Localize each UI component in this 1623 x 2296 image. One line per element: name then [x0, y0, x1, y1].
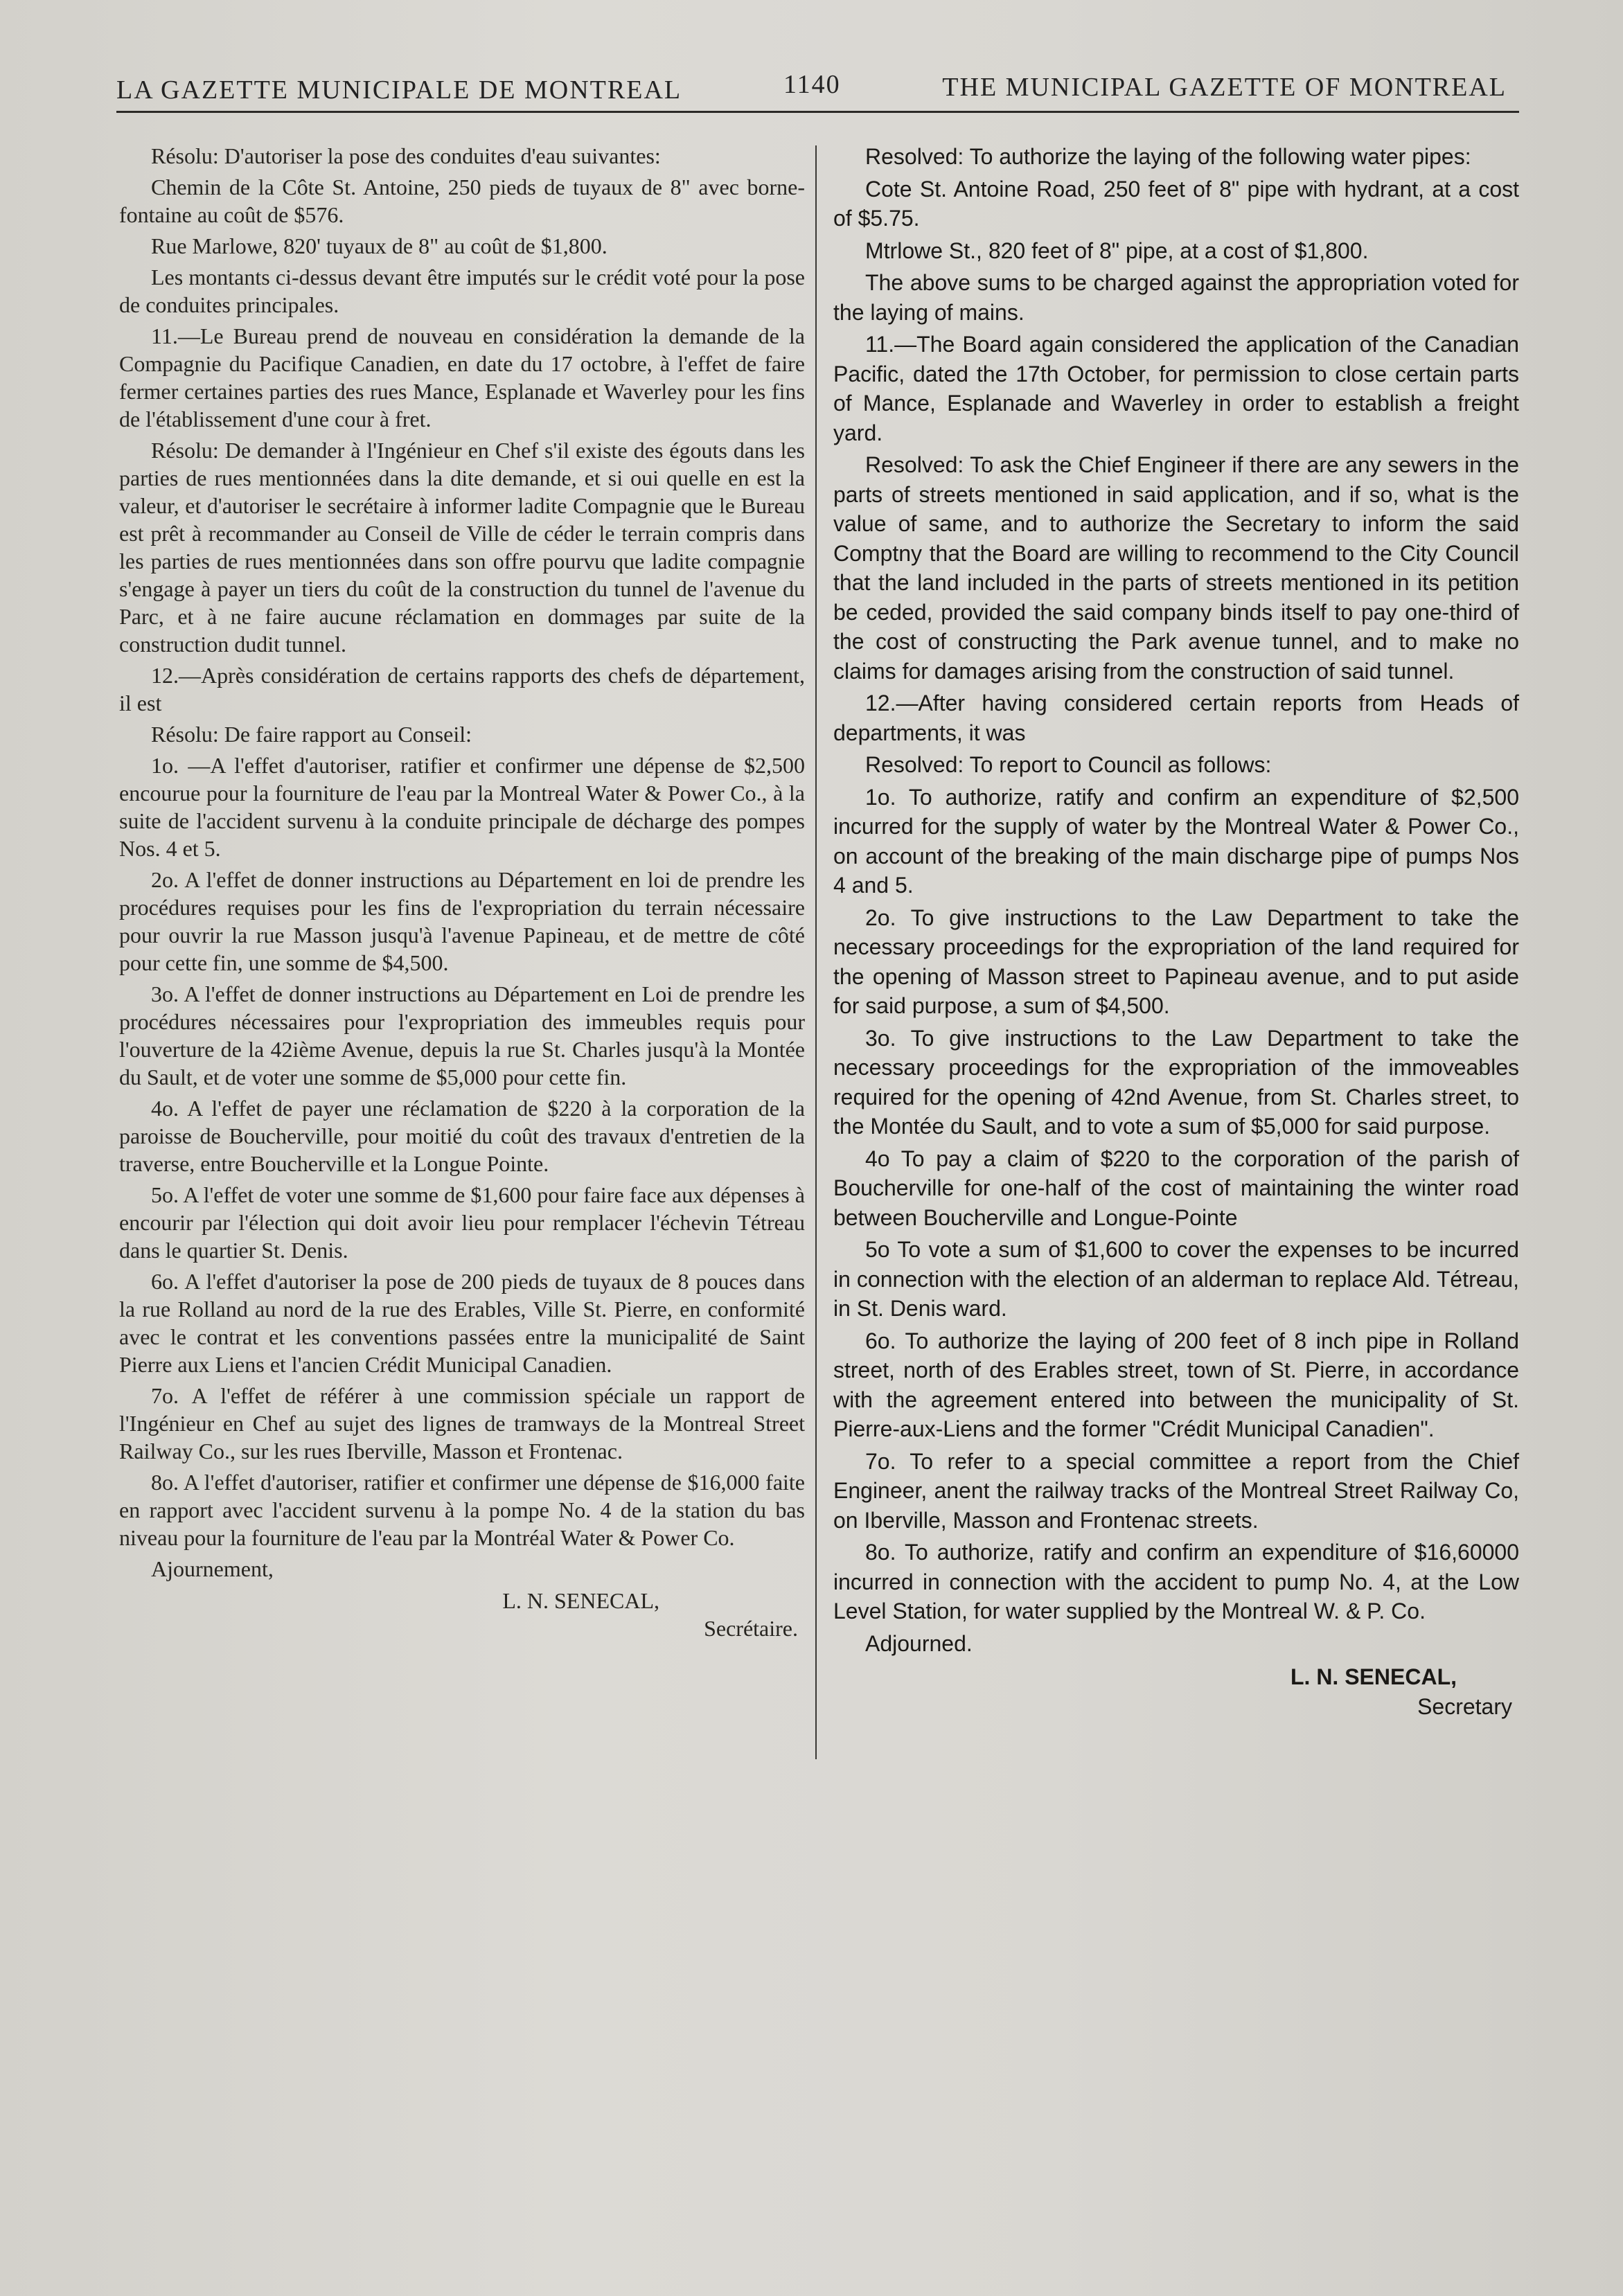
english-signature [833, 1662, 1512, 1721]
french-paragraph: Les montants ci-dessus devant être imputés sur le crédit voté pour la pose de conduites principales. [119, 265, 805, 317]
french-paragraph: 4o. A l'effet de payer une réclamation de $220 à la corporation de la paroisse de Boucherville, pour moitié du coût des travaux d'entretien de la traverse, entre Boucherville et la Longue Pointe. [119, 1096, 805, 1176]
french-paragraph: Chemin de la Côte St. Antoine, 250 pieds de tuyaux de 8" avec borne-fontaine au coût de $576. [119, 175, 805, 227]
french-paragraph: Rue Marlowe, 820' tuyaux de 8" au coût de $1,800. [151, 233, 607, 258]
english-paragraph: 8o. To authorize, ratify and confirm an expenditure of $16,60000 incurred in connection with the accident to pump No. 4, at the Low Level Station, for water supplied by the Montreal W. & P. Co. [833, 1540, 1519, 1623]
french-signature-name: L. N. SENECAL, [502, 1588, 659, 1613]
french-paragraph: 2o. A l'effet de donner instructions au Département en loi de prendre les procédures requises pour les fins de l'expropriation du terrain nécessaire pour ouvrir la rue Masson jusqu'à l'avenue Papineau, et de mettre de côté pour cette fin, une somme de $4,500. [119, 867, 805, 975]
french-paragraph: 8o. A l'effet d'autoriser, ratifier et confirmer une dépense de $16,000 faite en rapport avec l'accident survenu à la pompe No. 4 de la station du bas niveau pour la fourniture de l'eau par la Montréal Water & Power Co. [119, 1470, 805, 1550]
english-paragraph: 5o To vote a sum of $1,600 to cover the expenses to be incurred in connection with the election of an alderman to replace Ald. Tétreau, in St. Denis ward. [833, 1237, 1519, 1321]
english-signature-title: Secretary [1417, 1693, 1512, 1719]
page-header [116, 61, 1507, 109]
english-paragraph: Mtrlowe St., 820 feet of 8" pipe, at a cost of $1,800. [865, 238, 1369, 263]
french-adjourned: Ajournement, [151, 1556, 274, 1581]
english-paragraph: 4o To pay a claim of $220 to the corporation of the parish of Boucherville for one-half of the cost of maintaining the winter road between Boucherville and Longue-Pointe [833, 1146, 1519, 1230]
english-paragraph: 12.—After having considered certain reports from Heads of departments, it was [833, 691, 1519, 745]
french-paragraph: 12.—Après considération de certains rapports des chefs de département, il est [119, 663, 805, 715]
french-paragraph: 6o. A l'effet d'autoriser la pose de 200 pieds de tuyaux de 8 pouces dans la rue Rolland au nord de la rue des Erables, Ville St. Pierre, en conformité avec le contrat et les conventions passées entre la municipalité de Saint Pierre aux Liens et l'ancien Crédit Municipal Canadien. [119, 1269, 805, 1377]
english-paragraph: 3o. To give instructions to the Law Department to take the necessary proceedings for the expropriation of the immoveables required for the opening of 42nd Avenue, from St. Charles street, to the Montée du Sault, and to vote a sum of $5,000 for said purpose. [833, 1025, 1519, 1139]
french-paragraph: 3o. A l'effet de donner instructions au Département en Loi de prendre les procédures nécessaires pour l'expropriation des immeubles requis pour l'ouverture de la 42ième Avenue, depuis la rue St. Charles jusqu'à la Montée du Sault, et de voter une somme de $5,000 pour cette fin. [119, 981, 805, 1089]
english-paragraph: 2o. To give instructions to the Law Department to take the necessary proceedings for the expropriation of the land required for the opening of Masson street to Papineau avenue, and to put aside for said purpose, a sum of $4,500. [833, 905, 1519, 1018]
french-paragraph: 1o. —A l'effet d'autoriser, ratifier et confirmer une dépense de $2,500 encourue pour la fourniture de l'eau par la Montreal Water & Power Co., à la suite de l'accident survenu à la conduite principale de décharge des pompes Nos. 4 et 5. [119, 753, 805, 861]
french-paragraph: 11.—Le Bureau prend de nouveau en considération la demande de la Compagnie du Pacifique Canadien, en date du 17 octobre, à l'effet de faire fermer certaines parties des rues Mance, Esplanade et Waverley pour les fins de l'établissement d'une cour à fret. [119, 323, 805, 431]
english-signature-name: L. N. SENECAL, [1290, 1664, 1457, 1689]
page-number: 1140 [783, 70, 841, 99]
english-paragraph: Resolved: To authorize the laying of the following water pipes: [865, 144, 1471, 169]
english-paragraph: Cote St. Antoine Road, 250 feet of 8" pipe with hydrant, at a cost of $5.75. [833, 176, 1519, 231]
french-column [119, 142, 805, 1642]
header-french-title: LA GAZETTE MUNICIPALE DE MONTREAL [116, 75, 682, 105]
english-paragraph: Resolved: To ask the Chief Engineer if there are any sewers in the parts of streets mentioned in said application, and if so, what is the value of same, and to authorize the Secretary to inform the said Comptny that the Board are willing to recommend to the City Council that the land included in the parts of streets mentioned in its petition be ceded, provided the said company binds itself to pay one-third of the cost of constructing the Park avenue tunnel, and to make no claims for damages arising from the construction of said tunnel. [833, 452, 1519, 684]
english-column [833, 142, 1519, 1721]
english-paragraph: 11.—The Board again considered the application of the Canadian Pacific, dated the 17th October, for permission to close certain parts of Mance, Esplanade and Waverley in order to establish a freight yard. [833, 332, 1519, 445]
french-signature-title: Secrétaire. [704, 1616, 798, 1641]
english-adjourned: Adjourned. [865, 1630, 973, 1656]
english-paragraph: The above sums to be charged against the appropriation voted for the laying of mains. [833, 270, 1519, 325]
column-divider [815, 145, 817, 1759]
french-paragraph: Résolu: De faire rapport au Conseil: [151, 722, 472, 747]
header-english-title: THE MUNICIPAL GAZETTE OF MONTREAL [942, 73, 1507, 102]
english-paragraph: 1o. To authorize, ratify and confirm an expenditure of $2,500 incurred for the supply of water by the Montreal Water & Power Co., on account of the breaking of the main discharge pipe of pumps Nos 4 and 5. [833, 784, 1519, 898]
english-paragraph: Resolved: To report to Council as follows: [865, 752, 1272, 777]
french-signature [119, 1587, 798, 1642]
header-rule [116, 111, 1519, 113]
french-paragraph: 7o. A l'effet de référer à une commission spéciale un rapport de l'Ingénieur en Chef au sujet des lignes de tramways de la Montreal Street Railway Co., sur les rues Iberville, Masson et Frontenac. [119, 1383, 805, 1463]
french-paragraph: Résolu: D'autoriser la pose des conduites d'eau suivantes: [151, 143, 661, 168]
english-paragraph: 7o. To refer to a special committee a report from the Chief Engineer, anent the railway tracks of the Montreal Street Railway Co, on Iberville, Masson and Frontenac streets. [833, 1448, 1519, 1533]
french-paragraph: Résolu: De demander à l'Ingénieur en Chef s'il existe des égouts dans les parties de rues mentionnées dans la dite demande, et si oui quelle en est la valeur, et d'autoriser le secrétaire à informer ladite Compagnie que le Bureau est prêt à recommander au Conseil de Ville de céder le terrain compris dans les parties de rues mentionnées dans son offre pourvu que ladite compagnie s'engage à payer un tiers du coût de la construction du tunnel de l'avenue du Parc, et à ne faire aucune réclamation en dommages par suite de la construction dudit tunnel. [119, 438, 805, 657]
french-paragraph: 5o. A l'effet de voter une somme de $1,600 pour faire face aux dépenses à encourir par l'élection qui doit avoir lieu pour remplacer l'échevin Tétreau dans le quartier St. Denis. [119, 1182, 805, 1263]
english-paragraph: 6o. To authorize the laying of 200 feet of 8 inch pipe in Rolland street, north of des Erables street, town of St. Pierre, in accordance with the agreement entered into between the municipality of St. Pierre-aux-Liens and the former "Crédit Municipal Canadien". [833, 1328, 1519, 1441]
